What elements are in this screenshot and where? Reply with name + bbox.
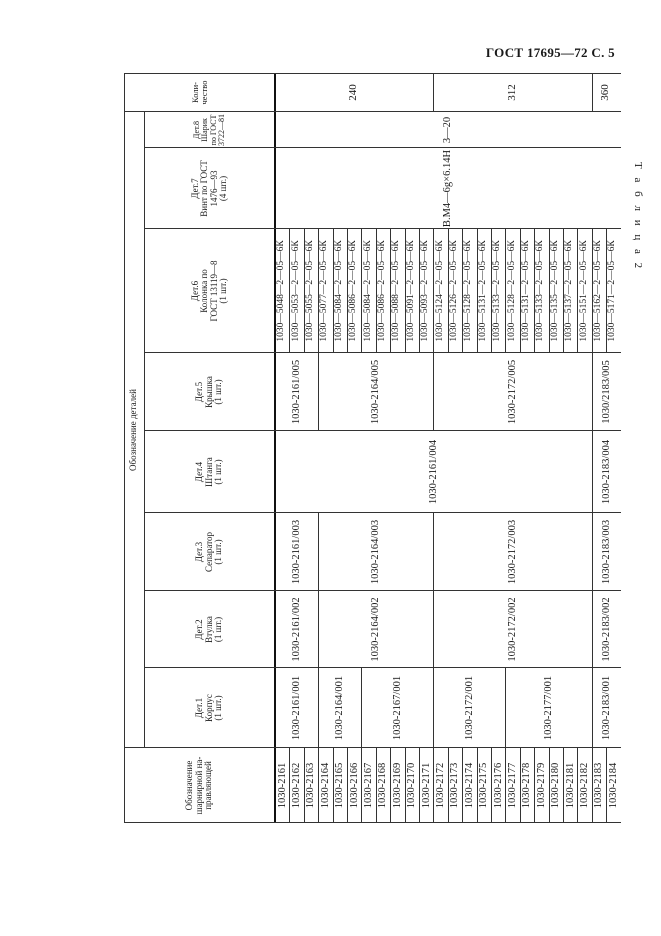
row-det6: 1030—5131—2—05—6К — [477, 240, 488, 342]
rule — [318, 748, 319, 823]
rule — [390, 748, 391, 823]
merged-det2: 1030-2172/002 — [507, 597, 519, 662]
header-designation: Обозначение шарнирной на-правляющей — [184, 756, 214, 815]
rule — [592, 668, 593, 748]
rule — [405, 748, 406, 823]
merged-qty: 240 — [347, 84, 360, 101]
row-designation: 1030-2167 — [363, 762, 375, 809]
row-det6: 1030—5131—2—05—6К — [521, 240, 531, 342]
rule — [144, 112, 145, 148]
row-designation: 1030-2166 — [348, 762, 360, 809]
rule — [577, 748, 578, 823]
row-designation: 1030-2176 — [492, 762, 504, 809]
row-det6: 1030—5093—2—05—6К — [420, 240, 431, 342]
row-det6: 1030—5084—2—05—6К — [362, 240, 373, 342]
merged-det5: 1030-2161/005 — [291, 359, 303, 425]
rule — [592, 431, 593, 513]
merged-det1: 1030-2177/001 — [543, 675, 555, 741]
merged-det4: 1030-2183/004 — [600, 439, 612, 505]
row-det6: 1030—5084—2—05—6К — [333, 240, 344, 342]
rule — [520, 229, 521, 353]
header-group: Обозначение деталей — [128, 389, 139, 471]
row-designation: 1030-2183 — [593, 762, 605, 809]
merged-det7: В.М4—6g×6.14Н — [442, 149, 454, 228]
merged-det3: 1030-2164/003 — [370, 519, 382, 585]
rule — [124, 73, 125, 823]
header-det2: Дет.2 Втулка (1 шт.) — [194, 616, 224, 643]
rule — [592, 748, 593, 823]
row-det6: 1030—5171—2—05—6К — [607, 240, 618, 342]
rule — [289, 748, 290, 823]
merged-det1: 1030-2167/001 — [391, 675, 403, 741]
row-designation: 1030-2163 — [305, 762, 317, 809]
row-det6: 1030—5133—2—05—6К — [535, 240, 546, 342]
rule — [333, 748, 334, 823]
row-designation: 1030-2171 — [420, 762, 432, 809]
rule — [361, 229, 362, 353]
merged-det4: 1030-2161/004 — [427, 439, 439, 505]
rule — [477, 748, 478, 823]
merged-det1: 1030-2164/001 — [334, 675, 346, 741]
row-det6: 1030—5137—2—05—6К — [564, 240, 575, 342]
rule — [606, 748, 607, 823]
rule — [144, 512, 621, 513]
parts-table — [124, 73, 626, 823]
rule — [563, 229, 564, 353]
rule — [577, 229, 578, 353]
merged-det5: 1030-2164/005 — [370, 359, 382, 425]
row-designation: 1030-2184 — [607, 762, 619, 809]
merged-det5: 1030/2183/005 — [600, 360, 612, 424]
row-det6: 1030—5126—2—05—6К — [449, 240, 459, 342]
rule — [491, 229, 492, 353]
rule — [592, 229, 593, 353]
rule — [333, 229, 334, 353]
rule — [376, 229, 377, 353]
rule — [376, 748, 377, 823]
merged-det2: 1030-2161/002 — [291, 597, 303, 662]
row-det6: 1030—5091—2—05—6К — [405, 240, 416, 342]
rule — [462, 229, 463, 353]
rule — [491, 748, 492, 823]
rule — [592, 513, 593, 591]
rule — [274, 73, 276, 823]
rule — [318, 353, 319, 431]
row-designation: 1030-2180 — [550, 762, 562, 809]
rule — [592, 353, 593, 431]
header-det7: Дет.7 Винт по ГОСТ 1476—93 (4 шт.) — [189, 160, 228, 217]
merged-qty: 312 — [505, 84, 518, 101]
rule — [318, 591, 319, 668]
rule — [433, 513, 434, 591]
rule — [318, 229, 319, 353]
row-det6: 1030—5077—2—05—6К — [319, 240, 330, 342]
merged-det3: 1030-2183/003 — [600, 519, 612, 585]
merged-qty: 360 — [599, 84, 612, 101]
row-det6: 1030—5128—2—05—6К — [506, 240, 517, 342]
rule — [144, 590, 621, 591]
row-det6: 1030—5135—2—05—6К — [549, 240, 560, 342]
row-designation: 1030-2178 — [521, 762, 533, 809]
rule — [563, 748, 564, 823]
row-det6: 1030—5088—2—05—6К — [391, 240, 402, 342]
rule — [534, 229, 535, 353]
table-title: Т а б л и ц а 2 — [632, 162, 644, 272]
rule — [549, 748, 550, 823]
row-designation: 1030-2169 — [391, 762, 403, 809]
rule — [477, 229, 478, 353]
rule — [390, 229, 391, 353]
row-det6: 1030—5055—2—05—6К — [305, 240, 315, 342]
rule — [144, 667, 621, 668]
row-designation: 1030-2181 — [564, 762, 576, 809]
rule — [433, 353, 434, 431]
merged-det8: 3—20 — [442, 116, 454, 144]
rule — [124, 111, 621, 112]
merged-det3: 1030-2161/003 — [291, 519, 303, 585]
row-det6: 1030—5151—2—05—6К — [578, 240, 589, 342]
rule — [433, 591, 434, 668]
rule — [448, 748, 449, 823]
row-designation: 1030-2170 — [406, 762, 418, 809]
merged-det2: 1030-2183/002 — [600, 597, 612, 662]
rule — [433, 748, 434, 823]
rule — [419, 229, 420, 353]
row-det6: 1030—5128—2—05—6К — [463, 240, 474, 342]
merged-det1: 1030-2183/001 — [600, 675, 612, 741]
row-det6: 1030—5162—2—05—6К — [593, 240, 603, 342]
row-designation: 1030-2161 — [276, 762, 288, 809]
row-designation: 1030-2174 — [463, 762, 475, 809]
rule — [433, 73, 434, 112]
rule — [433, 229, 434, 353]
header-det5: Дет.5 Крышка (1 шт.) — [194, 376, 224, 408]
rule — [289, 229, 290, 353]
rule — [419, 748, 420, 823]
rule — [505, 748, 506, 823]
rule — [505, 668, 506, 748]
header-det6: Дет.6 Колонка по ГОСТ 13119—8 (1 шт.) — [189, 260, 228, 322]
rule — [347, 229, 348, 353]
rule — [520, 748, 521, 823]
rule — [144, 147, 621, 148]
merged-det3: 1030-2172/003 — [507, 519, 519, 585]
rule — [433, 668, 434, 748]
row-det6: 1030—5086—2—05—6К — [377, 240, 387, 342]
row-det6: 1030—5048—2—05—6К — [276, 240, 287, 342]
rule — [124, 73, 621, 74]
row-designation: 1030-2175 — [478, 762, 490, 809]
row-det6: 1030—5086—2—05—6К — [348, 240, 359, 342]
rule — [361, 668, 362, 748]
rule — [144, 228, 621, 229]
merged-det5: 1030-2172/005 — [507, 359, 519, 425]
row-det6: 1030—5133—2—05—6К — [492, 240, 503, 342]
rule — [318, 668, 319, 748]
rule — [124, 747, 621, 748]
page-header: ГОСТ 17695—72 С. 5 — [485, 45, 615, 60]
rule — [318, 513, 319, 591]
rule — [534, 748, 535, 823]
header-det3: Дет.3 Сепаратор (1 шт.) — [194, 532, 224, 572]
row-designation: 1030-2162 — [291, 762, 303, 809]
rule — [549, 229, 550, 353]
rule — [144, 352, 621, 353]
row-designation: 1030-2168 — [377, 762, 389, 809]
rule — [144, 430, 621, 431]
merged-det1: 1030-2172/001 — [463, 675, 475, 741]
header-det1: Дет.1 Корпус (1 шт.) — [194, 694, 224, 722]
rule — [304, 748, 305, 823]
header-det4: Дет.4 Штанга (1 шт.) — [194, 457, 224, 487]
rule — [505, 229, 506, 353]
merged-det1: 1030-2161/001 — [291, 675, 303, 741]
rule — [124, 822, 621, 823]
row-det6: 1030—5053—2—05—6К — [290, 240, 301, 342]
row-designation: 1030-2177 — [507, 762, 519, 809]
rule — [304, 229, 305, 353]
row-designation: 1030-2164 — [319, 762, 331, 809]
row-designation: 1030-2179 — [535, 762, 547, 809]
row-designation: 1030-2182 — [579, 762, 591, 809]
rule — [347, 748, 348, 823]
header-det8: Дет.8 Шарик по ГОСТ 3722—81 — [191, 114, 226, 146]
rule — [606, 229, 607, 353]
rule — [361, 748, 362, 823]
rule — [592, 73, 593, 112]
merged-det2: 1030-2164/002 — [370, 597, 382, 662]
rule — [462, 748, 463, 823]
header-qty: Коли- чество — [189, 80, 209, 105]
rule — [448, 229, 449, 353]
rule — [405, 229, 406, 353]
row-designation: 1030-2173 — [449, 762, 461, 809]
row-designation: 1030-2172 — [435, 762, 447, 809]
rule — [592, 591, 593, 668]
row-designation: 1030-2165 — [334, 762, 346, 809]
row-det6: 1030—5124—2—05—6К — [434, 240, 445, 342]
